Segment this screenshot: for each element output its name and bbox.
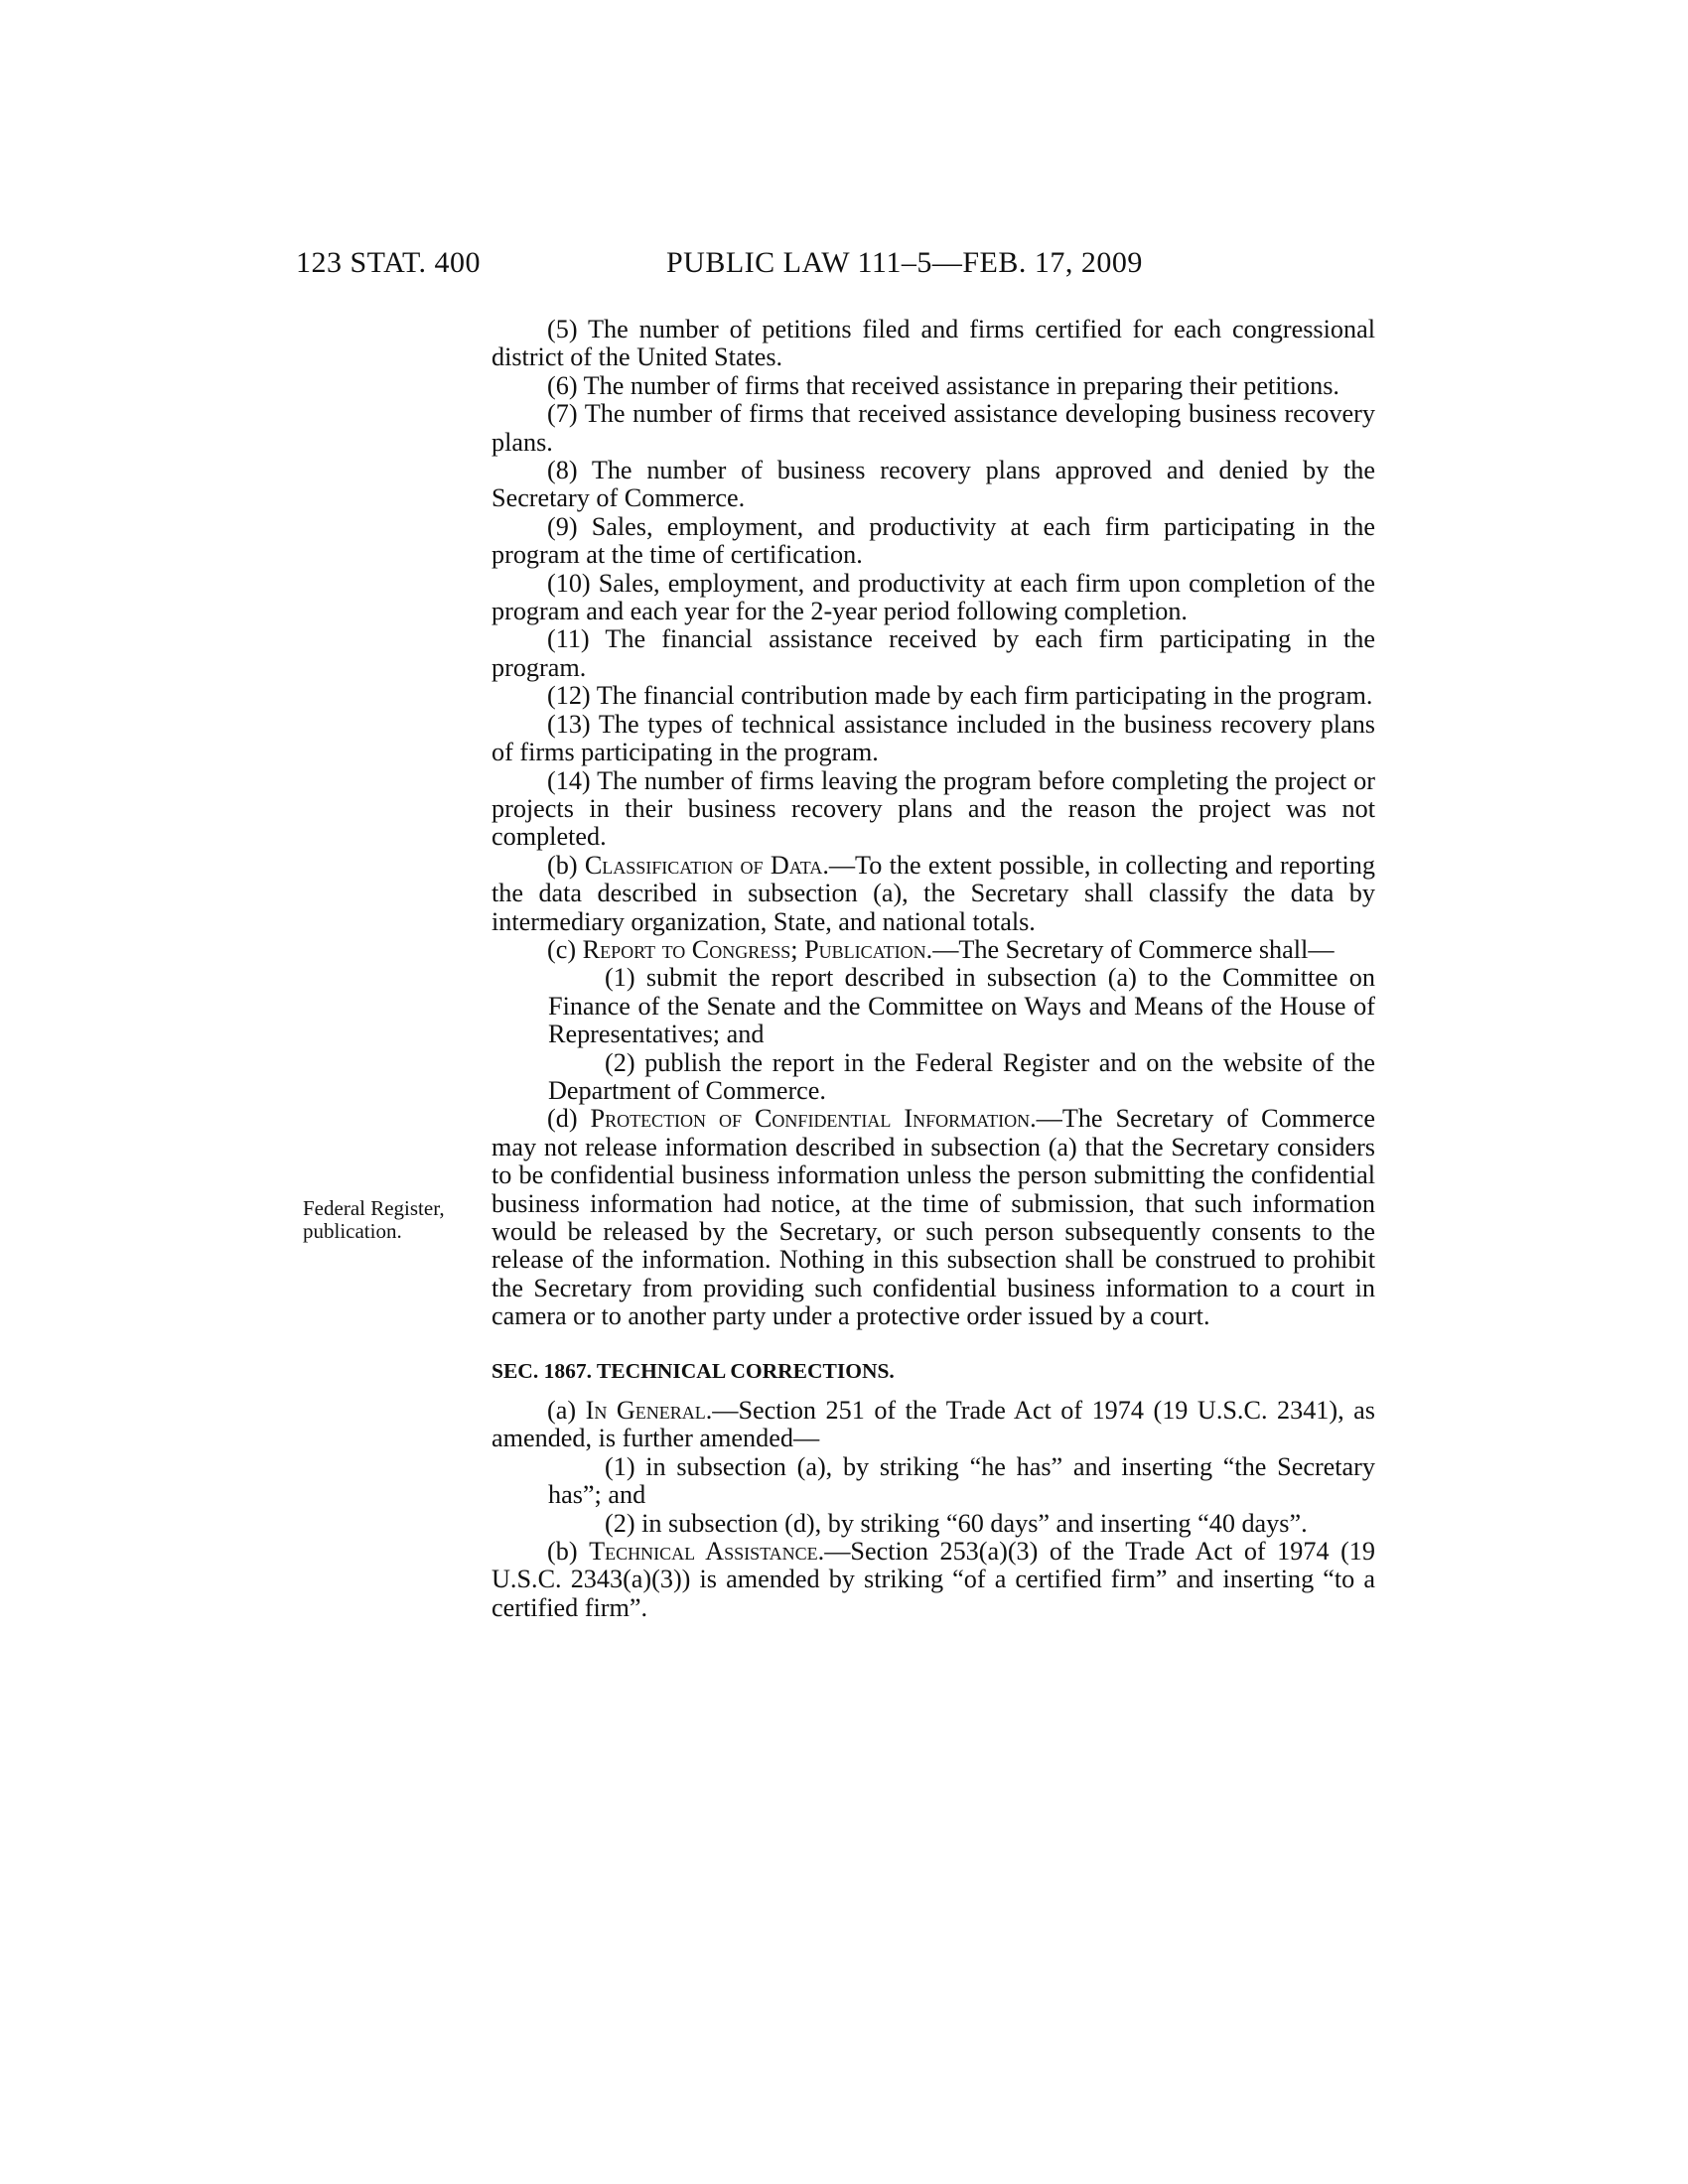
subsection-text: .—To the extent possible, in collecting and reporting the data described in subsection (a), the Secretary shall classify the data by intermediary organization, State, and national totals. [492,850,1375,936]
subsection-label: (b) [547,1537,590,1567]
subsection-text: .—Section 251 of the Trade Act of 1974 (19 U.S.C. 2341), as amended, is further amended— [492,1396,1375,1453]
list-item: (2) in subsection (d), by striking “60 days” and inserting “40 days”. [605,1508,1308,1538]
body-text [492,316,1375,1622]
margin-note-line: Federal Register, [303,1196,445,1220]
margin-note-line: publication. [303,1219,402,1243]
subsection-label: (c) [547,934,583,964]
list-item: (9) Sales, employment, and productivity at each firm participating in the program at the time of certification. [492,511,1375,570]
subsection-heading: Classification of Data [584,850,823,880]
subsection-label: (d) [547,1104,591,1134]
margin-note [303,1197,472,1243]
subsection-text: .—Section 253(a)(3) of the Trade Act of 1974 (19 U.S.C. 2343(a)(3)) is amended by striking “of a certified firm” and inserting “to a certified firm”. [492,1537,1375,1622]
subsection-label: (b) [547,850,585,880]
list-item: (12) The financial contribution made by each firm participating in the program. [547,681,1373,711]
subsection-b [492,852,1375,936]
subsection-c [492,936,1375,964]
subsection-label: (a) [547,1396,586,1426]
list-item: (8) The number of business recovery plans approved and denied by the Secretary of Commerce. [492,456,1375,513]
subsection-d [492,1105,1375,1330]
list-item: (7) The number of firms that received assistance developing business recovery plans. [492,399,1375,457]
list-item: (13) The types of technical assistance included in the business recovery plans of firms participating in the program. [492,709,1375,767]
subsection-heading: Protection of Confidential Information [590,1104,1031,1134]
list-item: (2) publish the report in the Federal Register and on the website of the Department of Commerce. [548,1047,1375,1105]
page-header [296,246,1375,286]
list-item: (10) Sales, employment, and productivity at each firm upon completion of the program and each year for the 2-year period following completion. [492,568,1375,626]
subsection-heading: In General [585,1396,706,1426]
section-heading: SEC. 1867. TECHNICAL CORRECTIONS. [492,1358,895,1383]
list-item: (5) The number of petitions filed and firms certified for each congressional district of the United States. [492,315,1375,372]
list-item: (1) in subsection (a), by striking “he has” and inserting “the Secretary has”; and [548,1451,1375,1510]
subsection-heading: Technical Assistance [589,1537,818,1567]
subsection-text: .—The Secretary of Commerce shall— [925,934,1335,964]
list-item: (11) The financial assistance received by each firm participating in the program. [492,624,1375,682]
section-1867-b [492,1538,1375,1622]
subsection-heading: Report to Congress; Publication [582,934,926,964]
list-item: (6) The number of firms that received assistance in preparing their petitions. [547,370,1339,400]
running-title: PUBLIC LAW 111–5—FEB. 17, 2009 [666,246,1143,279]
list-item: (1) submit the report described in subsection (a) to the Committee on Finance of the Senate and the Committee on Ways and Means of the House of Representatives; and [548,963,1375,1049]
statute-citation: 123 STAT. 400 [296,246,482,279]
subsection-text: .—The Secretary of Commerce may not release information described in subsection (a) that the Secretary considers to be confidential business information unless the person submitting the confidential business information had notice, at the time of submission, that such information would be released by the Secretary, or such person subsequently consents to the release of the information. Nothing in this subsection shall be construed to prohibit the Secretary from providing such confidential business information to a court in camera or to another party under a protective order issued by a court. [492,1104,1375,1331]
list-item: (14) The number of firms leaving the program before completing the project or projects in their business recovery plans and the reason the project was not completed. [492,765,1375,852]
section-1867-a [492,1397,1375,1453]
